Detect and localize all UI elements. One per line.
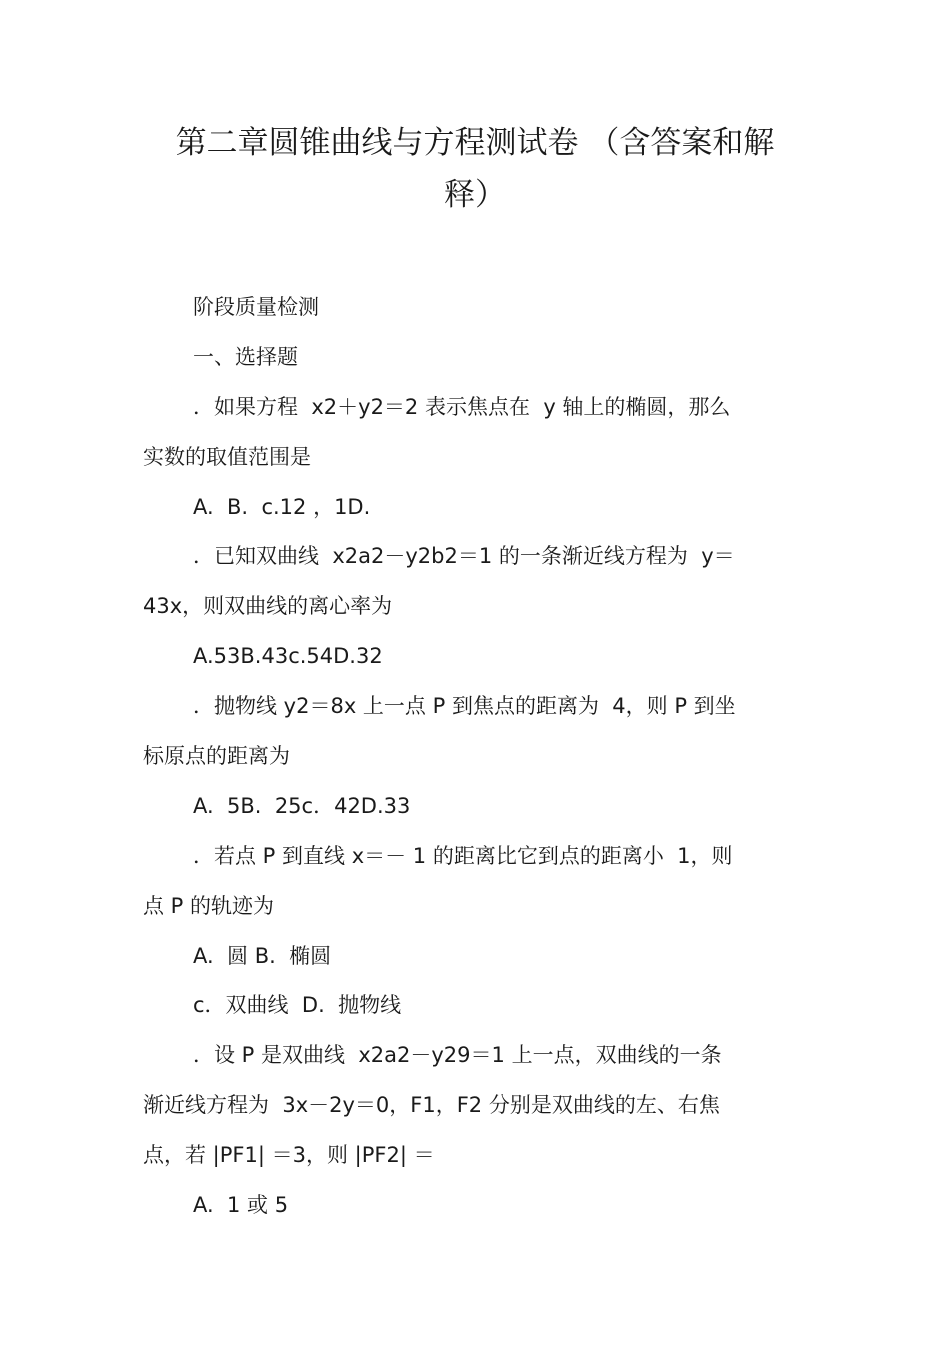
- question-3-line-2: 标原点的距离为: [143, 744, 290, 768]
- question-5-line-3: 点，若 |PF1| ＝3，则 |PF2| ＝: [143, 1143, 435, 1167]
- question-1-line-2: 实数的取值范围是: [143, 445, 311, 469]
- question-1-line-1: ．如果方程 x2＋y2＝2 表示焦点在 y 轴上的椭圆，那么: [193, 395, 731, 419]
- question-4-options-cd: c．双曲线 D. 抛物线: [193, 993, 402, 1017]
- question-3-line-1: ．抛物线 y2＝8x 上一点 P 到焦点的距离为 4，则 P 到坐: [193, 694, 736, 718]
- question-1-options: A. B. c.12 ，1D.: [193, 495, 371, 519]
- question-2-line-1: ．已知双曲线 x2a2－y2b2＝1 的一条渐近线方程为 y＝: [193, 544, 735, 568]
- question-2-options: A.53B.43c.54D.32: [193, 644, 383, 668]
- document-title-line-1: 第二章圆锥曲线与方程测试卷 （含答案和解: [175, 125, 775, 161]
- document-title-line-2: 释）: [444, 177, 506, 213]
- section-heading: 阶段质量检测: [193, 295, 319, 319]
- question-type-heading: 一、选择题: [193, 345, 298, 369]
- question-4-line-2: 点 P 的轨迹为: [143, 894, 275, 918]
- question-4-options-ab: A. 圆 B. 椭圆: [193, 944, 332, 968]
- question-5-line-2: 渐近线方程为 3x－2y＝0，F1，F2 分别是双曲线的左、右焦: [143, 1093, 720, 1117]
- question-4-line-1: ．若点 P 到直线 x＝－ 1 的距离比它到点的距离小 1，则: [193, 844, 733, 868]
- question-5-line-1: ．设 P 是双曲线 x2a2－y29＝1 上一点，双曲线的一条: [193, 1043, 722, 1067]
- question-5-option-a: A. 1 或 5: [193, 1193, 289, 1217]
- question-3-options: A. 5B. 25c．42D.33: [193, 794, 411, 818]
- question-2-line-2: 43x，则双曲线的离心率为: [143, 594, 393, 618]
